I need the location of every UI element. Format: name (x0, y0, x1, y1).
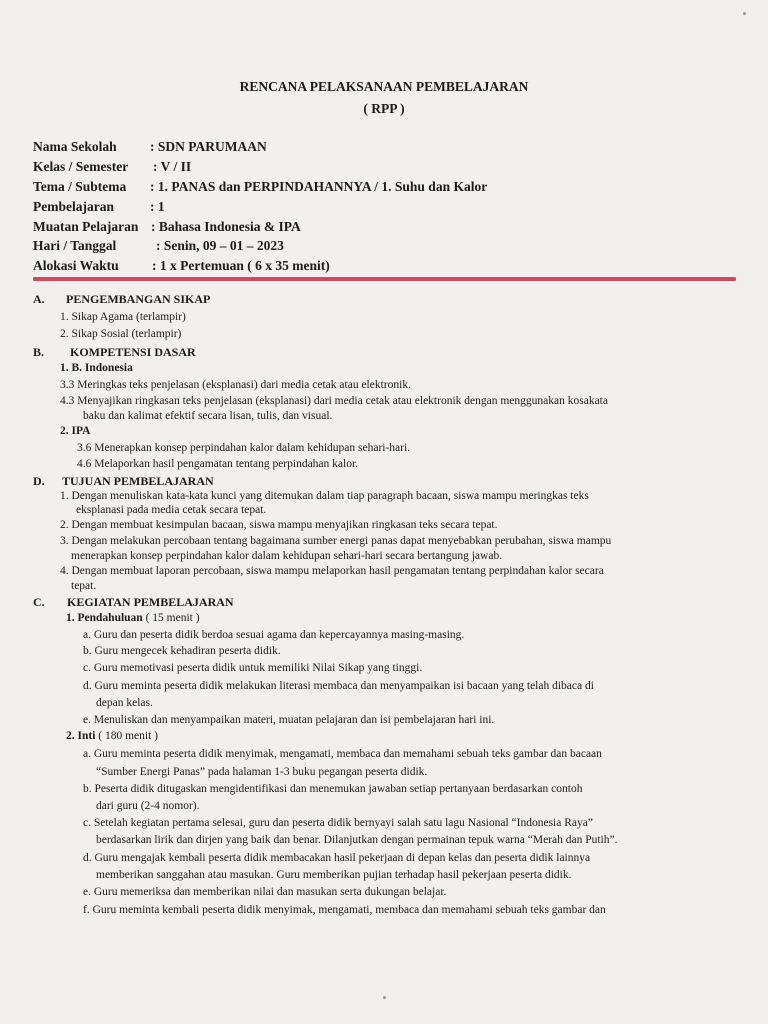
inti-item-d-cont: memberikan sanggahan atau masukan. Guru memberikan pujian terhadap hasil pekerjaan peserta didik. (96, 869, 572, 881)
value-kelas-semester: : V / II (153, 159, 192, 174)
inti-item-c: c. Setelah kegiatan pertama selesai, guru dan peserta didik bernyayi salah satu lagu Nasional “Indonesia Raya” (83, 817, 593, 829)
inti-item-b-cont: dari guru (2-4 nomor). (96, 800, 200, 812)
pendahuluan-item-e: e. Menuliskan dan menyampaikan materi, muatan pelajaran dan isi pembelajaran hari ini. (83, 714, 495, 726)
kd-bindonesia-heading: 1. B. Indonesia (60, 362, 133, 374)
section-a-title: PENGEMBANGAN SIKAP (66, 292, 211, 306)
value-pembelajaran: : 1 (150, 199, 165, 214)
sikap-item-2: 2. Sikap Sosial (terlampir) (60, 328, 182, 340)
kd-ipa-item-2: 4.6 Melaporkan hasil pengamatan tentang perpindahan kalor. (77, 458, 359, 470)
inti-heading (66, 730, 158, 742)
inti-item-d: d. Guru mengajak kembali peserta didik membacakan hasil pekerjaan di depan kelas dan peserta didik lainnya (83, 852, 591, 864)
section-d-title: TUJUAN PEMBELAJARAN (62, 474, 214, 488)
tujuan-line-1: 1. Dengan menuliskan kata-kata kunci yang ditemukan dalam tiap paragraph bacaan, siswa mampu meringkas teks (60, 490, 589, 502)
label-kelas-semester: Kelas / Semester (33, 159, 129, 174)
inti-item-c-cont: berdasarkan lirik dan dirjen yang baik dan benar. Dilanjutkan dengan permainan tepuk warna “Merah dan Putih”. (96, 834, 618, 846)
label-nama-sekolah: Nama Sekolah (33, 139, 117, 154)
inti-item-b: b. Peserta didik ditugaskan mengidentifikasi dan menemukan jawaban setiap pertanyaan berdasarkan contoh (83, 783, 583, 795)
scan-speck (743, 12, 746, 15)
tujuan-line-5: menerapkan konsep perpindahan kalor dalam kehidupan sehari-hari secara bertangung jawab. (71, 550, 503, 562)
tujuan-line-7: tepat. (71, 580, 97, 592)
label-pembelajaran: Pembelajaran (33, 199, 114, 214)
document-title: RENCANA PELAKSANAAN PEMBELAJARAN (239, 79, 529, 94)
inti-item-a-cont: “Sumber Energi Panas” pada halaman 1-3 buku pegangan peserta didik. (96, 766, 428, 778)
pendahuluan-item-d-cont: depan kelas. (96, 697, 153, 709)
kd-bi-item-2-cont: baku dan kalimat efektif secara lisan, tulis, dan visual. (83, 410, 333, 422)
section-c-title: KEGIATAN PEMBELAJARAN (67, 595, 234, 609)
pendahuluan-label: 1. Pendahuluan (66, 612, 143, 624)
inti-time: ( 180 menit ) (95, 730, 159, 742)
scan-speck (383, 996, 386, 999)
section-a-letter: A. (33, 292, 45, 306)
label-alokasi-waktu: Alokasi Waktu (33, 258, 119, 273)
value-tema-subtema: : 1. PANAS dan PERPINDAHANNYA / 1. Suhu dan Kalor (150, 179, 488, 194)
kd-bi-item-2: 4.3 Menyajikan ringkasan teks penjelasan (eksplanasi) dari media cetak atau elektronik dengan menggunakan kosakata (60, 395, 608, 407)
tujuan-line-4: 3. Dengan melakukan percobaan tentang bagaimana sumber energi panas dapat menyebabkan perubahan, siswa mampu (60, 535, 612, 547)
pendahuluan-item-b: b. Guru mengecek kehadiran peserta didik. (83, 645, 281, 657)
pendahuluan-item-c: c. Guru memotivasi peserta didik untuk memiliki Nilai Sikap yang tinggi. (83, 662, 423, 674)
pendahuluan-heading (66, 612, 200, 624)
pendahuluan-item-a: a. Guru dan peserta didik berdoa sesuai agama dan kepercayannya masing-masing. (83, 629, 465, 641)
label-tema-subtema: Tema / Subtema (33, 179, 127, 194)
document-subtitle: ( RPP ) (363, 101, 405, 116)
header-divider-line (33, 277, 736, 281)
pendahuluan-item-d: d. Guru meminta peserta didik melakukan literasi membaca dan menyampaikan isi bacaan yang telah dibaca di (83, 680, 594, 692)
inti-item-f: f. Guru meminta kembali peserta didik menyimak, mengamati, membaca dan memahami sebuah teks gambar dan (83, 904, 606, 916)
tujuan-line-3: 2. Dengan membuat kesimpulan bacaan, siswa mampu menyajikan ringkasan teks secara tepat. (60, 519, 498, 531)
value-nama-sekolah: : SDN PARUMAAN (150, 139, 267, 154)
section-d-letter: D. (33, 474, 45, 488)
value-hari-tanggal: : Senin, 09 – 01 – 2023 (156, 238, 284, 253)
inti-item-a: a. Guru meminta peserta didik menyimak, mengamati, membaca dan memahami sebuah teks gambar dan bacaan (83, 748, 602, 760)
kd-ipa-item-1: 3.6 Menerapkan konsep perpindahan kalor dalam kehidupan sehari-hari. (77, 442, 411, 454)
kd-ipa-heading: 2. IPA (60, 425, 91, 437)
section-b-letter: B. (33, 345, 45, 359)
value-muatan-pelajaran: : Bahasa Indonesia & IPA (151, 219, 301, 234)
value-alokasi-waktu: : 1 x Pertemuan ( 6 x 35 menit) (152, 258, 330, 273)
section-b-title: KOMPETENSI DASAR (70, 345, 196, 359)
sikap-item-1: 1. Sikap Agama (terlampir) (60, 311, 186, 323)
tujuan-line-2: eksplanasi pada media cetak secara tepat. (76, 504, 267, 516)
tujuan-line-6: 4. Dengan membuat laporan percobaan, siswa mampu melaporkan hasil pengamatan tentang perpindahan kalor secara (60, 565, 604, 577)
section-c-letter: C. (33, 595, 45, 609)
inti-label: 2. Inti (66, 730, 96, 742)
pendahuluan-time: ( 15 menit ) (142, 612, 200, 624)
label-hari-tanggal: Hari / Tanggal (33, 238, 117, 253)
kd-bi-item-1: 3.3 Meringkas teks penjelasan (eksplanasi) dari media cetak atau elektronik. (60, 379, 411, 391)
inti-item-e: e. Guru memeriksa dan memberikan nilai dan masukan serta dukungan belajar. (83, 886, 447, 898)
label-muatan-pelajaran: Muatan Pelajaran (33, 219, 139, 234)
